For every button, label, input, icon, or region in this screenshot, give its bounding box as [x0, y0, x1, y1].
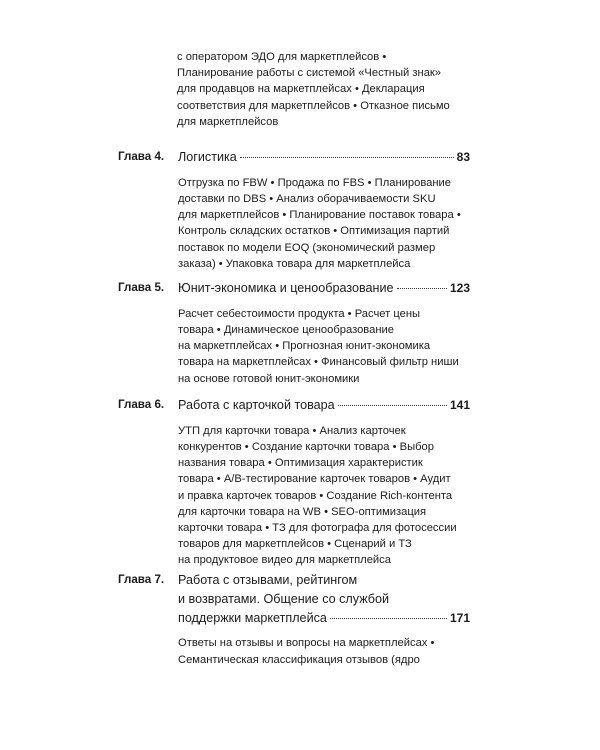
chapter-page-number: 171	[449, 610, 470, 625]
toc-topic-line: названия товара • Оптимизация характеристик	[178, 457, 423, 470]
toc-topic-line: Контроль складских остатков • Оптимизация партий	[178, 225, 450, 238]
toc-entry-chapter-6[interactable]	[118, 396, 470, 569]
toc-topic-line: поставок по модели EOQ (экономический размер	[178, 241, 436, 254]
toc-topic-line: для карточки товара на WB • SEO-оптимизация	[178, 505, 427, 518]
toc-topic-line: конкурентов • Создание карточки товара • Выбор	[178, 441, 434, 453]
chapter-page-number: 123	[449, 281, 470, 295]
chapter-topics	[178, 423, 470, 569]
toc-topic-line: на основе готовой юнит-экономики	[178, 372, 360, 385]
chapter-topics	[178, 306, 470, 387]
toc-topic-line: Ответы на отзывы и вопросы на маркетплейсах •	[178, 637, 435, 650]
chapter-page-number: 141	[449, 398, 470, 412]
dot-leader	[330, 618, 447, 619]
toc-topic-line: товара • A/B-тестирование карточек товаров • Аудит	[178, 473, 451, 486]
chapter-topics	[178, 175, 470, 272]
toc-entry-chapter-4[interactable]	[118, 148, 470, 272]
toc-topic-line: Расчет себестоимости продукта • Расчет цены	[178, 307, 421, 320]
toc-topic-line: для маркетплейсов • Планирование поставок товара •	[178, 209, 461, 222]
toc-topic-line: Семантическая классификация отзывов (ядро	[178, 653, 420, 666]
toc-topic-line: для продавцов на маркетплейсах • Декларация	[177, 83, 425, 96]
chapter-heading	[178, 279, 470, 298]
toc-topic-line: с оператором ЭДО для маркетплейсов •	[177, 51, 387, 63]
toc-entry-chapter-5[interactable]	[118, 279, 470, 387]
dot-leader	[397, 288, 447, 289]
chapter-title-line: поддержки маркетплейса	[178, 610, 327, 625]
toc-topic-line: на продуктовое видео для маркетплейса	[178, 554, 391, 567]
chapter-label: Глава 4.	[118, 150, 165, 163]
toc-topic-line: товаров для маркетплейсов • Сценарий и ТЗ	[178, 538, 412, 551]
toc-topic-line: Планирование работы с системой «Честный знак»	[177, 67, 442, 80]
chapter-heading	[178, 148, 470, 167]
chapter-title-line: Работа с отзывами, рейтингом	[178, 573, 358, 587]
chapter-label: Глава 5.	[118, 281, 165, 294]
chapter-title-line: и возвратами. Общение со службой	[178, 591, 390, 606]
chapter-heading	[178, 571, 470, 627]
toc-topic-line: и правка карточек товаров • Создание Rich-контента	[178, 489, 453, 502]
chapter-topics	[178, 635, 470, 667]
dot-leader	[338, 405, 447, 406]
chapter-title: Логистика	[178, 150, 237, 164]
toc-topic-line: карточки товара • ТЗ для фотографа для фотосессии	[178, 522, 457, 535]
toc-topic-line: для маркетплейсов	[177, 115, 279, 128]
toc-topic-line: Отгрузка по FBW • Продажа по FBS • Планирование	[178, 176, 452, 189]
toc-topic-line: доставки по DBS • Анализ оборачиваемости SKU	[178, 193, 436, 205]
toc-topic-line: соответствия для маркетплейсов • Отказное письмо	[177, 99, 450, 112]
toc-entry-chapter-7[interactable]	[118, 571, 470, 668]
toc-topic-line: на маркетплейсах • Прогнозная юнит-экономика	[178, 340, 431, 353]
chapter-heading	[178, 396, 470, 415]
dot-leader	[240, 157, 454, 158]
chapter-label: Глава 6.	[118, 398, 165, 411]
chapter-page-number: 83	[456, 150, 470, 164]
toc-topic-line: товара • Динамическое ценообразование	[178, 324, 394, 336]
chapter-title: Юнит-экономика и ценообразование	[178, 281, 394, 295]
chapter-label: Глава 7.	[118, 573, 165, 586]
chapter-title: Работа с карточкой товара	[178, 398, 335, 412]
chapter-3-topics-continuation	[177, 49, 450, 130]
toc-topic-line: УТП для карточки товара • Анализ карточек	[178, 424, 406, 437]
toc-topic-line: товара на маркетплейсах • Финансовый фильтр ниши	[178, 356, 459, 369]
toc-topic-line: заказа) • Упаковка товара для маркетплейса	[178, 257, 411, 270]
